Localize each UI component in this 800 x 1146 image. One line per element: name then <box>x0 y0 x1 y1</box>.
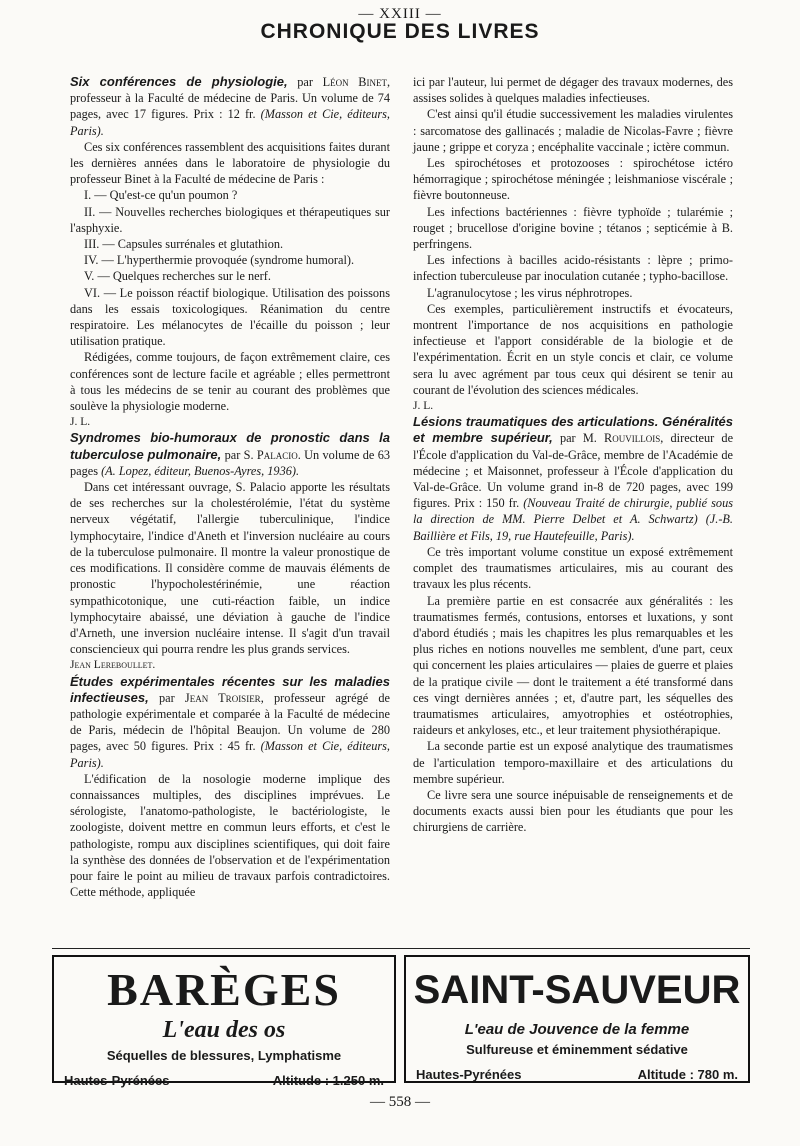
review-3-publisher: (Masson et Cie, éditeurs, Paris). <box>70 739 391 770</box>
review-1-signature: J. L. <box>70 416 91 429</box>
ad-altitude: Altitude : 1.250 m. <box>272 1073 384 1088</box>
review-3-paragraph: Ces exemples, particulièrement instructifs et évocateurs, montrent l'importance de nos acquisitions en pathologie infectieuse et l'apport considérable de la biologie et de l'expérimentation. Écrit en un style concis et clair, ce volume sera lu avec agrément par tous ceux qui désirent se tenir au courant de l'évolution des sciences médicales. <box>413 301 733 397</box>
review-3-heading <box>70 674 390 771</box>
review-1-conclusion: Rédigées, comme toujours, de façon extrêmement claire, ces conférences sont de lecture facile et agréable ; elles permettront à tous les médecins de se tenir au courant des problèmes que soulève la physiologie moderne. <box>70 350 390 414</box>
review-1-item: VI. — Le poisson réactif biologique. Utilisation des poissons dans les essais toxicologiques. Réanimation du centre respiratoire. Les mélanocytes de l'écaille du poisson ; leur utilisation pratique. <box>70 285 390 349</box>
review-4-heading <box>413 414 733 544</box>
ad-title: BARÈGES <box>107 964 341 1015</box>
ad-footer <box>54 1073 394 1088</box>
review-2-signature: Jean Lereboullet. <box>70 659 156 672</box>
review-1-publisher: (Masson et Cie, éditeurs, Paris). <box>70 107 391 138</box>
ad-title: SAINT-SAUVEUR <box>413 968 741 1012</box>
review-3-details: professeur agrégé de pathologie expérimentale et comparée à la Faculté de médecine de Paris, médecin de l'hôpital Beaujon. Un volume de 280 pages, avec 50 figures. Prix : 45 fr. <box>70 690 390 754</box>
review-1-item: III. — Capsules surrénales et glutathion. <box>84 237 284 252</box>
review-4-paragraph: Ce livre sera une source inépuisable de renseignements et de documents exacts aussi bien pour les étudiants que pour les chirurgiens de carrière. <box>413 787 733 835</box>
roman-page-number: — XXIII — <box>358 6 442 22</box>
ad-tagline: Séquelles de blessures, Lymphatisme <box>106 1048 342 1063</box>
right-column <box>413 74 733 836</box>
review-2-body: Dans cet intéressant ouvrage, S. Palacio apporte les résultats de ses recherches sur la cholestérolémie, l'état du système nerveux végétatif, l'allergie tuberculinique, l'indice lymphocytaire, l'indice d'Aneth et l'inversion nucléaire au cours de la tuberculose pulmonaire. Il montre la valeur pronostique de ces modifications. Il considère comme de mauvais éléments de pronostic l'hypocholestérinémie, une réaction sympathicotonique, une cuti-réaction faible, un indice lymphocytaire abaissé, une déviation à gauche de l'indice d'Arneth, une inversion nucléaire intense. Il s'agit d'un travail consciencieux qui pourra rendre les plus grands services. <box>70 480 390 657</box>
review-3-by: par <box>158 690 175 705</box>
ad-altitude: Altitude : 780 m. <box>637 1067 738 1082</box>
review-2-title: Syndromes bio-humoraux de pronostic dans la tuberculose pulmonaire, <box>70 430 390 462</box>
ad-region: Hautes-Pyrénées <box>416 1067 522 1082</box>
page-number: — 558 — <box>370 1094 430 1110</box>
review-1-item: V. — Quelques recherches sur le nerf. <box>84 269 271 284</box>
advertisement-bareges <box>52 955 396 1088</box>
review-1-intro: Ces six conférences rassemblent des acquisitions faites durant les dernières années dans le laboratoire de physiologie du professeur Binet à la Faculté de médecine de Paris : <box>70 139 390 187</box>
review-3-author: Jean Troisier, <box>184 690 264 705</box>
ad-region: Hautes-Pyrénées <box>64 1073 170 1088</box>
review-3-paragraph: L'agranulocytose ; les virus néphrotropes. <box>427 285 633 300</box>
left-column <box>70 74 390 900</box>
review-3-paragraph: Les infections bactériennes : fièvre typhoïde ; tularémie ; rouget ; brucellose d'origine bovine ; tétanos ; septicémie à B. perfringens. <box>413 204 733 252</box>
ad-footer <box>406 1067 748 1082</box>
review-1-item: IV. — L'hyperthermie provoquée (syndrome humoral). <box>84 253 355 268</box>
review-3-title: Études expérimentales récentes sur les maladies infectieuses, <box>70 673 390 705</box>
review-1-item: II. — Nouvelles recherches biologiques et thérapeutiques sur l'asphyxie. <box>70 204 390 235</box>
review-2-heading <box>70 430 390 479</box>
review-2-publisher: (A. Lopez, éditeur, Buenos-Ayres, 1936). <box>101 463 300 478</box>
ad-separator-rule <box>52 948 750 949</box>
review-4-paragraph: La seconde partie est un exposé analytique des traumatismes de l'articulation temporo-maxillaire et des articulations du membre supérieur. <box>413 739 733 786</box>
review-2-details: Un volume de 63 pages <box>70 447 390 478</box>
ad-tagline: Sulfureuse et éminemment sédative <box>466 1042 688 1057</box>
advertisement-saint-sauveur <box>404 955 750 1083</box>
review-3-signature: J. L. <box>413 400 434 413</box>
review-1-by: par <box>297 75 313 89</box>
ad-subtitle: L'eau des os <box>162 1017 286 1043</box>
review-1-heading <box>70 74 390 139</box>
review-2-author: S. Palacio. <box>243 447 301 462</box>
review-2-by: par <box>224 447 241 462</box>
review-3-body-left: L'édification de la nosologie moderne implique des connaissances multiples, des disciplines imprévues. Le sérologiste, l'anatomo-pathologiste, le bactériologiste, le zoologiste, doivent mettre en commun leurs efforts, et c'est le pathologiste, rompu aux disciplines scientifiques, qui doit faire la synthèse des données de l'observation et de l'expérimentation pour faire le point au milieu de travaux parfois contradictoires. Cette méthode, appliquée <box>70 771 390 900</box>
review-3-body-right: ici par l'auteur, lui permet de dégager des travaux modernes, des assises solides à quelques maladies infectieuses. <box>413 75 733 106</box>
review-4-by: par M. <box>559 431 597 446</box>
review-3-paragraph: Les spirochétoses et protozooses : spirochétose ictéro hémorragique ; spirochétose méningée ; leishmaniose viscérale ; fièvre boutonneuse. <box>413 156 733 203</box>
section-title: CHRONIQUE DES LIVRES <box>260 20 540 43</box>
ad-subtitle: L'eau de Jouvence de la femme <box>464 1021 690 1038</box>
review-1-author: Léon Binet, <box>322 75 391 89</box>
review-3-paragraph: C'est ainsi qu'il étudie successivement les maladies virulentes : sarcomatose des gallinacés ; maladie de Nicolas-Favre ; fièvre jaune ; grippe et coryza ; encéphalite vaccinale ; ictère commun. <box>413 107 733 154</box>
review-3-paragraph: Les infections à bacilles acido-résistants : lèpre ; primo-infection tuberculeuse par inoculation cutanée ; typho-bacillose. <box>413 253 733 284</box>
review-4-details: directeur de l'École d'application du Val-de-Grâce, membre de l'Académie de médecine ; et Maisonnet, professeur à l'École d'application du Val-de-Grâce. Un volume grand in-8 de 720 pages, avec 199 figures. Prix : 150 fr. <box>413 431 734 511</box>
review-4-paragraph: Ce très important volume constitue un exposé extrêmement complet des traumatismes articulaires, mis au courant des travaux les plus récents. <box>413 544 733 592</box>
review-4-publisher: (Nouveau Traité de chirurgie, publié sous la direction de MM. Pierre Delbet et A. Schwartz) (J.-B. Baillière et Fils, 19, rue Hautefeuille, Paris). <box>413 496 734 543</box>
review-1-item: I. — Qu'est-ce qu'un poumon ? <box>84 188 238 203</box>
review-4-title: Lésions traumatiques des articulations. Généralités et membre supérieur, <box>413 414 733 446</box>
review-1-title: Six conférences de physiologie, <box>70 74 288 89</box>
review-4-paragraph: La première partie en est consacrée aux généralités : les traumatismes fermés, contusions, entorses et luxations, y sont d'abord étudiés ; mais les chapitres les plus remarquables et les plus riches en notions nouvelles me semblent, d'une part, ceux qui concernent les plaies articulaires — plaies de guerre et plaies de la pratique civile — dont le traitement a été transformé dans ces vingt dernières années ; et, d'autre part, les séquelles des traumatismes articulaires, amyotrophies et ostéotrophies, raideurs et ankyloses, etc., et leur traitement physiothérapique. <box>413 593 733 738</box>
review-4-author: Rouvillois, <box>604 431 664 446</box>
review-1-details: professeur à la Faculté de médecine de Paris. Un volume de 74 pages, avec 17 figures. Prix : 12 fr. <box>70 91 390 122</box>
